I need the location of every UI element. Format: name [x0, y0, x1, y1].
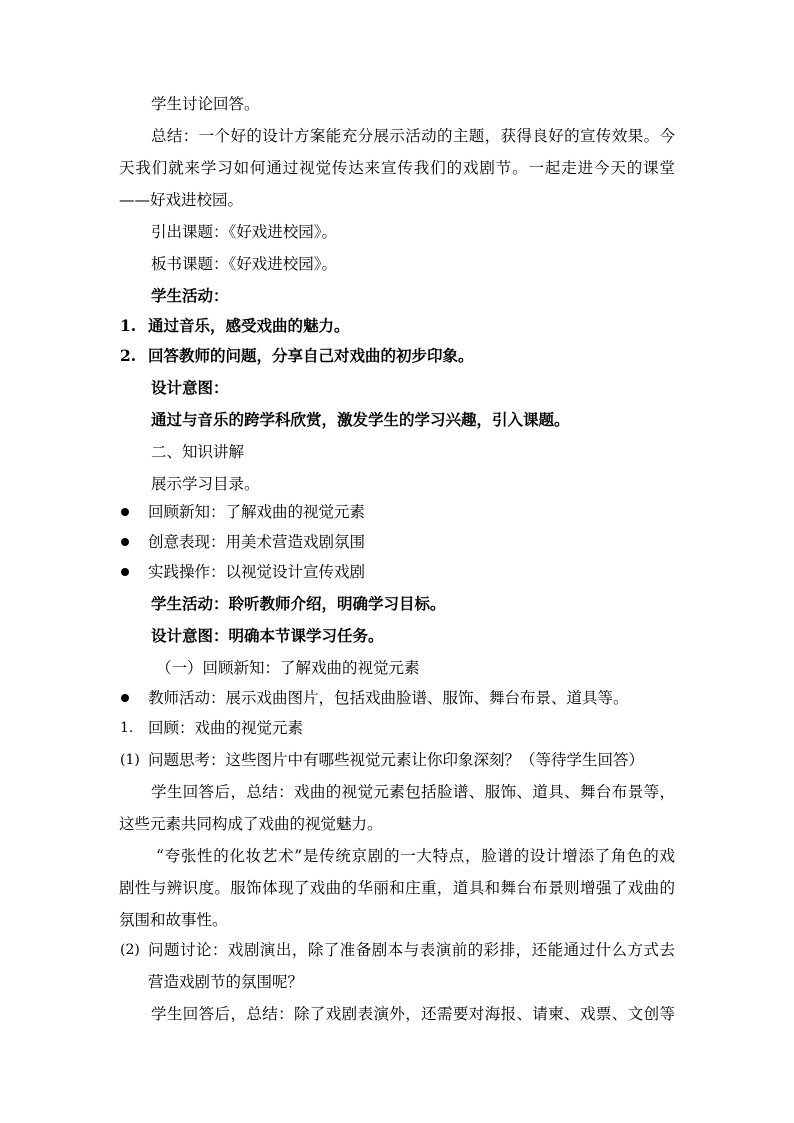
paragraph-line: 学生回答后，总结：戏曲的视觉元素包括脸谱、服饰、道具、舞台布景等，: [151, 783, 675, 801]
paragraph-line: 总结：一个好的设计方案能充分展示活动的主题，获得良好的宣传效果。今: [151, 127, 675, 145]
list-number: 2.: [120, 346, 137, 365]
paragraph-line: 学生讨论回答。: [151, 95, 260, 113]
design-intent-heading: 设计意图：: [151, 378, 229, 397]
paragraph-line: 学生活动：聆听教师介绍，明确学习目标。: [151, 594, 446, 613]
list-item: 教师活动：展示戏曲图片，包括戏曲脸谱、服饰、舞台布景、道具等。: [148, 689, 629, 707]
student-activity-heading: 学生活动：: [151, 286, 229, 305]
bullet-icon: [121, 568, 129, 576]
paragraph-line: 通过与音乐的跨学科欣赏，激发学生的学习兴趣，引入课题。: [151, 410, 570, 429]
subsection-heading: （一）回顾新知：了解戏曲的视觉元素: [156, 659, 420, 677]
paragraph-line: “夸张性的化妆艺术”是传统京剧的一大特点，脸谱的设计增添了角色的戏: [156, 847, 675, 865]
paragraph-line: 天我们就来学习如何通过视觉传达来宣传我们的戏剧节。一起走进今天的课堂: [119, 159, 675, 177]
bullet-icon: [121, 508, 129, 516]
list-item: 问题思考：这些图片中有哪些视觉元素让你印象深刻？（等待学生回答）: [148, 751, 645, 769]
list-item: 通过音乐，感受戏曲的魅力。: [148, 316, 350, 335]
paragraph-line: 展示学习目录。: [151, 475, 260, 493]
paragraph-line: 板书课题：《好戏进校园》。: [151, 255, 338, 273]
paragraph-line: 氛围和故事性。: [119, 911, 228, 929]
list-item: 回答教师的问题，分享自己对戏曲的初步印象。: [148, 346, 474, 365]
paragraph-line: 设计意图：明确本节课学习任务。: [151, 626, 384, 645]
list-number: 1.: [120, 720, 134, 736]
list-item: 实践操作：以视觉设计宣传戏剧: [148, 563, 366, 581]
paragraph-line: 这些元素共同构成了戏曲的视觉魅力。: [119, 815, 383, 833]
paragraph-line: 营造戏剧节的氛围呢？: [148, 973, 304, 991]
list-number: 1.: [120, 316, 137, 335]
list-item: 回顾：戏曲的视觉元素: [148, 719, 304, 737]
list-item: 创意表现：用美术营造戏剧氛围: [148, 533, 366, 551]
bullet-icon: [121, 538, 129, 546]
list-number: (2): [120, 942, 140, 958]
paragraph-line: 剧性与辨识度。服饰体现了戏曲的华丽和庄重，道具和舞台布景则增强了戏曲的: [119, 879, 675, 897]
list-item: 问题讨论：戏剧演出，除了准备剧本与表演前的彩排，还能通过什么方式去: [148, 941, 675, 959]
paragraph-line: 引出课题：《好戏进校园》。: [151, 223, 338, 241]
section-heading: 二、知识讲解: [151, 443, 245, 461]
paragraph-line: 学生回答后，总结：除了戏剧表演外，还需要对海报、请柬、戏票、文创等: [151, 1005, 675, 1023]
list-item: 回顾新知：了解戏曲的视觉元素: [148, 503, 366, 521]
paragraph-line: ——好戏进校园。: [119, 191, 244, 209]
list-number: (1): [120, 752, 140, 768]
bullet-icon: [121, 694, 129, 702]
